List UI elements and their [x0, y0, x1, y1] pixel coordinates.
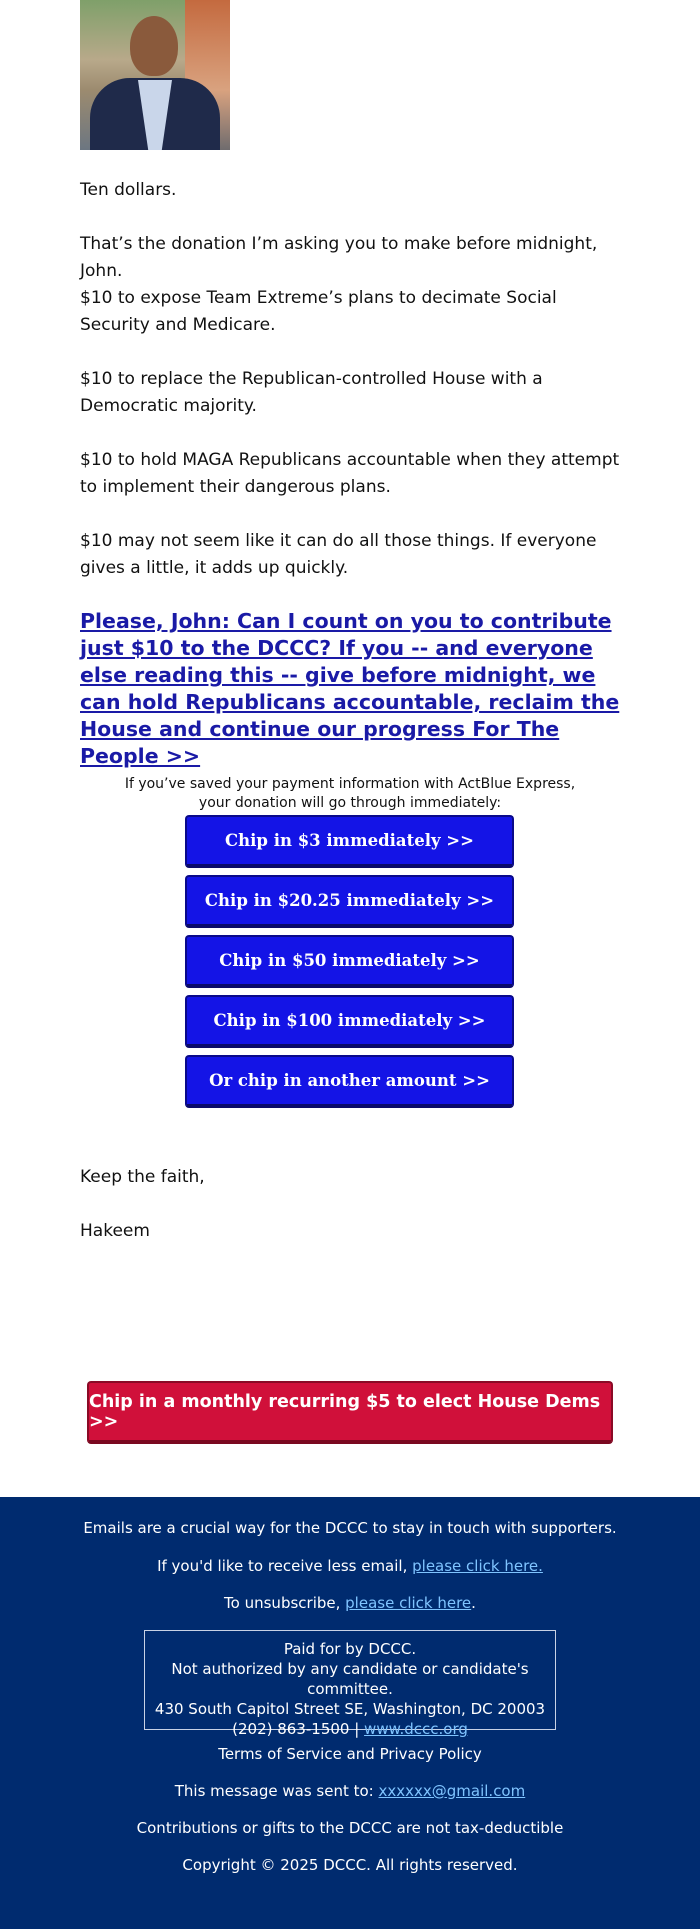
- paragraph-ten-dollars: Ten dollars.: [80, 180, 177, 200]
- actblue-note-line1: If you’ve saved your payment information with ActBlue Express,: [124, 776, 576, 792]
- footer: [0, 1497, 700, 1929]
- chip-50-button[interactable]: Chip in $50 immediately >>: [185, 935, 514, 988]
- signature-name: Hakeem: [80, 1221, 150, 1241]
- chip-3-button[interactable]: Chip in $3 immediately >>: [185, 815, 514, 868]
- paragraph-donation-ask: That’s the donation I’m asking you to make before midnight, John.: [80, 234, 598, 281]
- unsubscribe-link[interactable]: please click here: [345, 1594, 472, 1612]
- unsubscribe-text: To unsubscribe,: [224, 1594, 346, 1612]
- footer-sent-to: [0, 1781, 700, 1801]
- contact-line: [145, 1719, 555, 1739]
- footer-unsubscribe: [0, 1593, 700, 1613]
- actblue-note-line2: your donation will go through immediately:: [198, 795, 502, 811]
- phone-text: (202) 863-1500 |: [232, 1720, 365, 1738]
- footer-less-email: [0, 1556, 700, 1576]
- paid-for-box: [144, 1630, 556, 1738]
- photo-head: [130, 16, 178, 76]
- tax-deductible-note: Contributions or gifts to the DCCC are not tax-deductible: [136, 1819, 564, 1837]
- paragraph-replace-house: $10 to replace the Republican-controlled House with a Democratic majority.: [80, 369, 543, 416]
- recipient-email-link[interactable]: xxxxxx@gmail.com: [378, 1782, 526, 1800]
- not-authorized-text: Not authorized by any candidate or candidate's committee.: [171, 1660, 529, 1698]
- sent-to-text: This message was sent to:: [174, 1782, 379, 1800]
- paid-by-text: Paid for by DCCC.: [283, 1640, 417, 1658]
- terms-privacy-link[interactable]: Terms of Service and Privacy Policy: [218, 1745, 482, 1763]
- paragraph-hold-accountable: $10 to hold MAGA Republicans accountable when they attempt to implement their dangerous plans.: [80, 450, 620, 497]
- address-text: 430 South Capitol Street SE, Washington, DC 20003: [154, 1700, 546, 1718]
- paragraph-social-security: $10 to expose Team Extreme’s plans to decimate Social Security and Medicare.: [80, 288, 557, 335]
- copyright-text: Copyright © 2025 DCCC. All rights reserved.: [182, 1856, 518, 1874]
- unsubscribe-period: .: [471, 1594, 476, 1612]
- less-email-text: If you'd like to receive less email,: [157, 1557, 413, 1575]
- chip-other-amount-button[interactable]: Or chip in another amount >>: [185, 1055, 514, 1108]
- footer-supporters-text: Emails are a crucial way for the DCCC to stay in touch with supporters.: [83, 1519, 617, 1537]
- contribute-link[interactable]: Please, John: Can I count on you to contribute just $10 to the DCCC? If you -- and everyone else reading this -- give before midnight, we can hold Republicans accountable, reclaim the House and continue our progress For The People >>: [80, 609, 620, 768]
- actblue-express-note: [80, 775, 620, 813]
- chip-20-25-button[interactable]: Chip in $20.25 immediately >>: [185, 875, 514, 928]
- website-link[interactable]: www.dccc.org: [364, 1720, 468, 1738]
- paragraph-adds-up: $10 may not seem like it can do all those things. If everyone gives a little, it adds up quickly.: [80, 531, 597, 578]
- monthly-recurring-button[interactable]: Chip in a monthly recurring $5 to elect House Dems >>: [87, 1381, 613, 1444]
- less-email-link[interactable]: please click here.: [412, 1557, 543, 1575]
- chip-100-button[interactable]: Chip in $100 immediately >>: [185, 995, 514, 1048]
- closing-text: Keep the faith,: [80, 1167, 205, 1187]
- candidate-photo: [80, 0, 230, 150]
